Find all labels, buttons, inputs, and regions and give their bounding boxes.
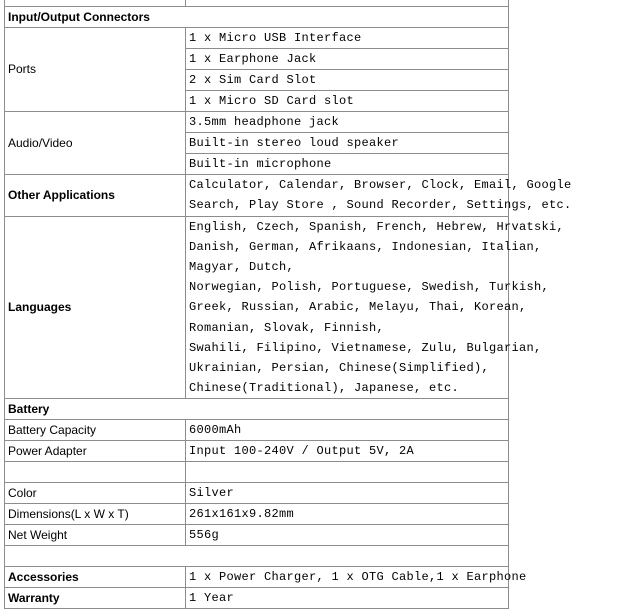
io-section-header: Input/Output Connectors	[5, 6, 509, 27]
power-adapter-row	[5, 441, 509, 462]
spec-table	[4, 0, 572, 609]
other-apps-line-2: Search, Play Store , Sound Recorder, Settings, etc.	[189, 198, 572, 212]
ports-value-2: 1 x Earphone Jack	[186, 48, 509, 69]
color-row	[5, 483, 509, 504]
ports-label: Ports	[5, 27, 186, 111]
spec-table-frame	[4, 0, 572, 606]
empty-row-2	[5, 546, 509, 567]
ports-value-4: 1 x Micro SD Card slot	[186, 90, 509, 111]
audio-video-label: Audio/Video	[5, 111, 186, 174]
battery-capacity-label: Battery Capacity	[5, 420, 186, 441]
other-apps-row	[5, 174, 509, 216]
languages-line-4: Norwegian, Polish, Portuguese, Swedish, Turkish,	[189, 280, 550, 295]
audio-row	[5, 111, 509, 132]
languages-value	[186, 216, 565, 399]
warranty-row	[5, 588, 509, 609]
dimensions-value: 261x161x9.82mm	[186, 504, 509, 525]
languages-line-5: Greek, Russian, Arabic, Melayu, Thai, Korean,	[189, 300, 527, 315]
io-section-row	[5, 6, 509, 27]
dimensions-label: Dimensions(L x W x T)	[5, 504, 186, 525]
warranty-label: Warranty	[5, 588, 186, 609]
languages-line-7: Swahili, Filipino, Vietnamese, Zulu, Bulgarian,	[189, 340, 542, 355]
ports-row	[5, 27, 509, 48]
accessories-row	[5, 567, 509, 588]
other-apps-label: Other Applications	[5, 174, 186, 216]
accessories-value: 1 x Power Charger, 1 x OTG Cable,1 x Earphone	[186, 567, 509, 588]
languages-line-9: Chinese(Traditional), Japanese, etc.	[189, 381, 460, 396]
ports-value-3: 2 x Sim Card Slot	[186, 69, 509, 90]
audio-value-2: Built-in stereo loud speaker	[186, 132, 509, 153]
battery-capacity-value: 6000mAh	[186, 420, 509, 441]
languages-line-8: Ukrainian, Persian, Chinese(Simplified),	[189, 360, 490, 375]
dimensions-row	[5, 504, 509, 525]
languages-line-2: Danish, German, Afrikaans, Indonesian, Italian,	[189, 239, 542, 254]
accessories-label: Accessories	[5, 567, 186, 588]
other-apps-line-1: Calculator, Calendar, Browser, Clock, Email, Google	[189, 177, 572, 192]
battery-capacity-row	[5, 420, 509, 441]
color-label: Color	[5, 483, 186, 504]
languages-label: Languages	[5, 216, 186, 399]
ports-value-1: 1 x Micro USB Interface	[186, 27, 509, 48]
languages-line-1: English, Czech, Spanish, French, Hebrew, Hrvatski,	[189, 219, 565, 234]
net-weight-value: 556g	[186, 525, 509, 546]
languages-line-3: Magyar, Dutch,	[189, 259, 295, 274]
net-weight-row	[5, 525, 509, 546]
languages-row	[5, 216, 509, 399]
power-adapter-value: Input 100-240V / Output 5V, 2A	[186, 441, 509, 462]
audio-value-1: 3.5mm headphone jack	[186, 111, 509, 132]
warranty-value: 1 Year	[186, 588, 509, 609]
power-adapter-label: Power Adapter	[5, 441, 186, 462]
empty-row	[5, 462, 509, 483]
battery-section-row	[5, 399, 509, 420]
other-apps-value	[186, 174, 572, 216]
net-weight-label: Net Weight	[5, 525, 186, 546]
color-value: Silver	[186, 483, 509, 504]
languages-line-6: Romanian, Slovak, Finnish,	[189, 320, 385, 335]
audio-value-3: Built-in microphone	[186, 153, 509, 174]
battery-section-header: Battery	[5, 399, 509, 420]
